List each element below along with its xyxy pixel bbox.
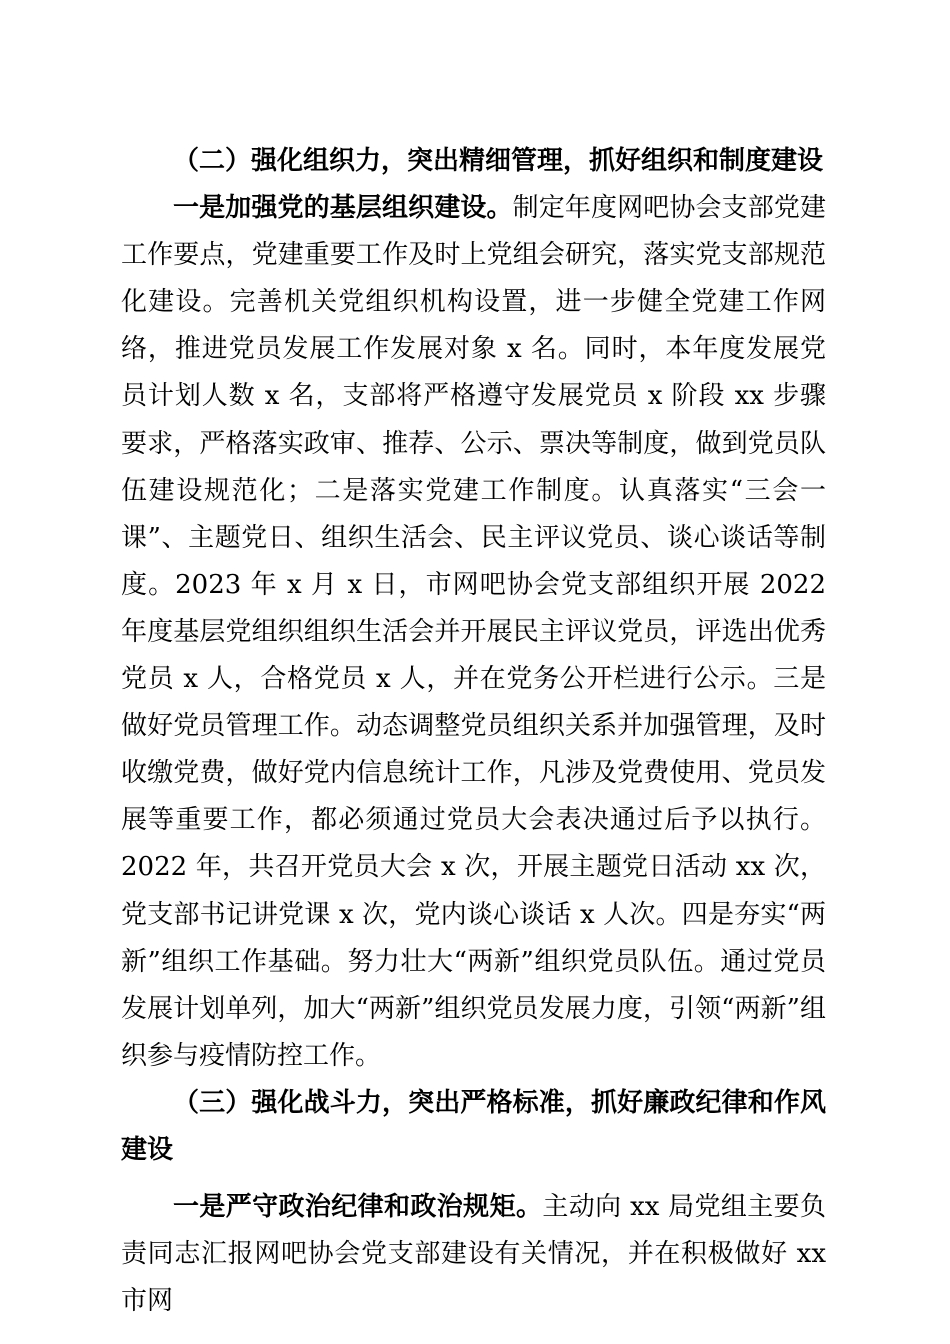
document-body (121, 138, 826, 1325)
section-3-paragraph (121, 1184, 826, 1325)
section-2-heading: （二）强化组织力，突出精细管理，抓好组织和制度建设 (173, 146, 824, 176)
section-2-body: 制定年度网吧协会支部党建工作要点，党建重要工作及时上党组会研究，落实党支部规范化建设。完善机关党组织机构设置，进一步健全党建工作网络，推进党员发展工作发展对象 x 名。同时，本年度发展党员计划人数 x 名，支部将严格遵守发展党员 x 阶段 xx 步骤要求，严格落实政审、推荐、公示、票决等制度，做到党员队伍建设规范化；二是落实党建工作制度。认真落实“三会一课”、主题党日、组织生活会、民主评议党员、谈心谈话等制度。2023 年 x 月 x 日，市网吧协会党支部组织开展 2022 年度基层党组织组织生活会并开展民主评议党员，评选出优秀党员 x 人，合格党员 x 人，并在党务公开栏进行公示。三是做好党员管理工作。动态调整党员组织关系并加强管理，及时收缴党费，做好党内信息统计工作，凡涉及党费使用、党员发展等重要工作，都必须通过党员大会表决通过后予以执行。2022 年，共召开党员大会 x 次，开展主题党日活动 xx 次，党支部书记讲党课 x 次，党内谈心谈话 x 人次。四是夯实“两新”组织工作基础。努力壮大“两新”组织党员队伍。通过党员发展计划单列，加大“两新”组织党员发展力度，引领“两新”组织参与疫情防控工作。 (121, 193, 826, 1071)
section-2-paragraph (121, 185, 826, 1080)
section-2-lead: 一是加强党的基层组织建设。 (173, 193, 513, 224)
section-3-heading: （三）强化战斗力，突出严格标准，抓好廉政纪律和作风建设 (121, 1087, 826, 1165)
section-3-lead: 一是严守政治纪律和政治规矩。 (173, 1192, 543, 1223)
section-3-body: 主动向 xx 局党组主要负责同志汇报网吧协会党支部建设有关情况，并在积极做好 xx 市网 (121, 1192, 826, 1317)
spacer (121, 1174, 826, 1184)
